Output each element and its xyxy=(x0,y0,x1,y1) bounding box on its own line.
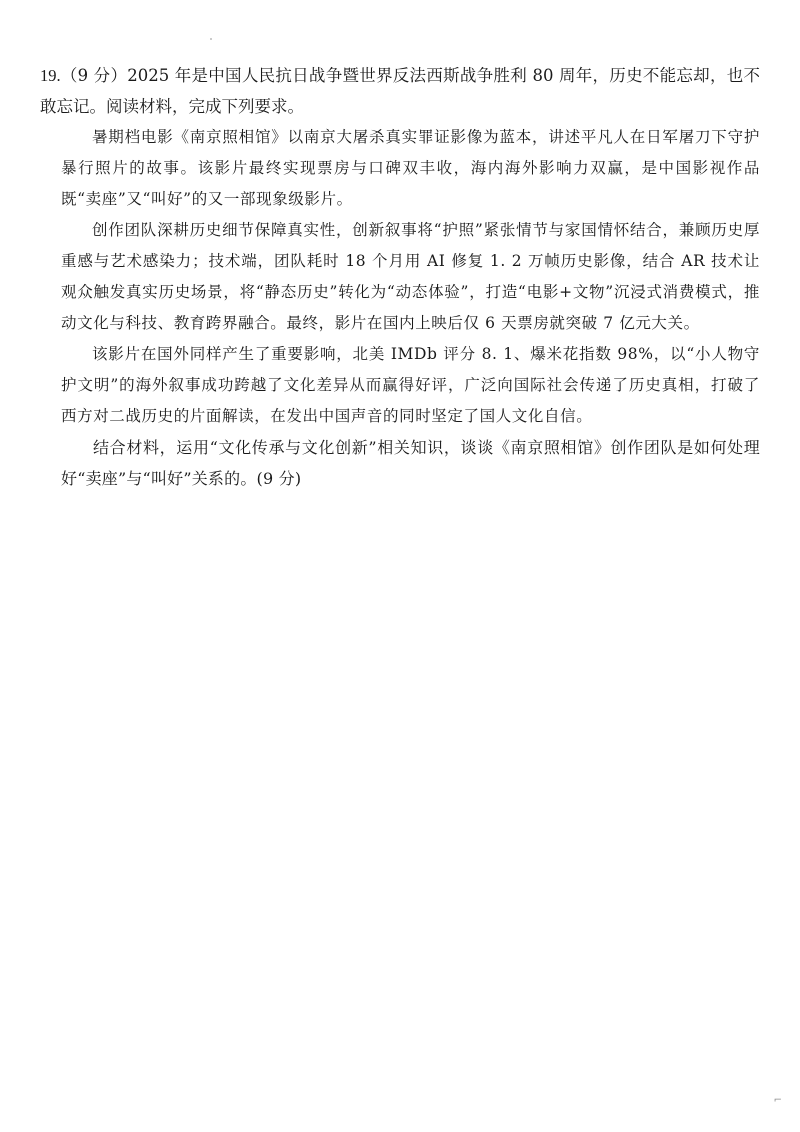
question-score: （9 分） xyxy=(60,66,128,85)
material-paragraph-2: 创作团队深耕历史细节保障真实性，创新叙事将“护照”紧张情节与家国情怀结合，兼顾历史厚重感与艺术感染力；技术端，团队耗时 18 个月用 AI 修复 1. 2 万帧历史影像，结合 AR 技术让观众触发真实历史场景，将“静态历史”转化为“动态体验”，打造“电影+文物”沉浸式消费模式，推动文化与科技、教育跨界融合。最终，影片在国内上映后仅 6 天票房就突破 7 亿元大关。 xyxy=(61,221,760,332)
corner-mark: ⌐ xyxy=(773,1095,782,1106)
material-paragraph-3: 该影片在国外同样产生了重要影响，北美 IMDb 评分 8. 1、爆米花指数 98%，以“小人物守护文明”的海外叙事成功跨越了文化差异从而赢得好评，广泛向国际社会传递了历史真相，打破了西方对二战历史的片面解读，在发出中国声音的同时坚定了国人文化自信。 xyxy=(61,345,760,425)
question-header xyxy=(40,60,760,122)
question-prompt: 结合材料，运用“文化传承与文化创新”相关知识，谈谈《南京照相馆》创作团队是如何处理好“卖座”与“叫好”关系的。(9 分) xyxy=(61,438,760,488)
scan-speck xyxy=(210,38,212,40)
question-intro: 2025 年是中国人民抗日战争暨世界反法西斯战争胜利 80 周年，历史不能忘却，也不敢忘记。阅读材料，完成下列要求。 xyxy=(40,66,760,116)
material-paragraph-1: 暑期档电影《南京照相馆》以南京大屠杀真实罪证影像为蓝本，讲述平凡人在日军屠刀下守护暴行照片的故事。该影片最终实现票房与口碑双丰收，海内海外影响力双赢，是中国影视作品既“卖座”又“叫好”的又一部现象级影片。 xyxy=(61,128,760,208)
question-19 xyxy=(40,60,760,494)
question-number: 19. xyxy=(40,66,61,85)
